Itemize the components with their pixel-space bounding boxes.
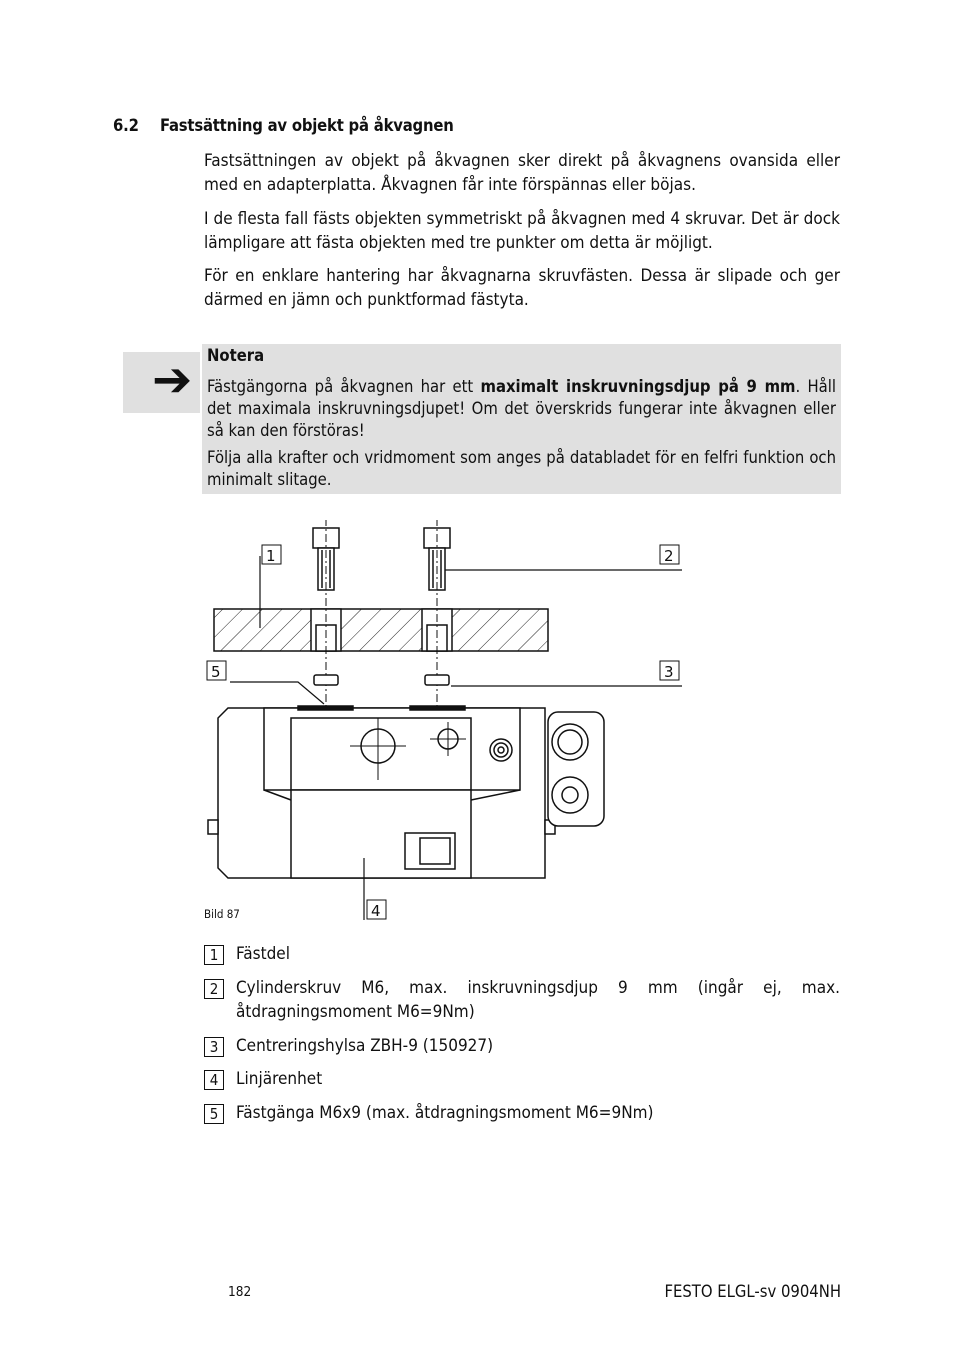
legend-number: 2 [204,979,224,999]
note-emphasis: maximalt inskruvningsdjup på 9 mm [480,377,796,396]
callout-2: 2 [664,547,674,565]
figure-caption: Bild 87 [204,907,240,921]
note-text-1: Fästgängorna på åkvagnen har ett maximalt inskruvningsdjup på 9 mm. Håll det maximala inskruvningsdjupet! Om det överskrids fungerar inte åkvagnen eller så kan den förstöras! [207,377,836,440]
linear-unit [208,706,555,878]
page-number: 182 [228,1284,252,1300]
legend-text: Fästdel [236,944,290,964]
arrow-right-icon: ➔ [152,352,193,408]
mounting-diagram [200,520,700,930]
legend-number: 3 [204,1037,224,1057]
document-id: FESTO ELGL-sv 0904NH [664,1282,841,1301]
legend-number: 1 [204,945,224,965]
legend-text: Centreringshylsa ZBH-9 (150927) [236,1036,494,1056]
paragraph-3: För en enklare hantering har åkvagnarna skruvfästen. Dessa är slipade och ger därmed en jämn och punktformad fästyta. [204,266,840,310]
callout-5: 5 [211,663,221,681]
mounting-plate [214,609,548,651]
note-title: Notera [207,346,265,365]
callout-1: 1 [266,547,276,565]
centering-sleeves [314,675,449,685]
paragraph-2: I de flesta fall fästs objekten symmetriskt på åkvagnen med 4 skruvar. Det är dock lämpligare att fästa objekten med tre punkter om detta är möjligt. [204,209,840,253]
legend-text: Fästgänga M6x9 (max. åtdragningsmoment M6=9Nm) [236,1103,654,1123]
end-cap [548,712,604,826]
callout-4: 4 [371,902,381,920]
legend-text: Cylinderskruv M6, max. inskruvningsdjup 9 mm (ingår ej, max. åtdragningsmoment M6=9Nm) [236,978,840,1022]
section-title: Fastsättning av objekt på åkvagnen [160,116,454,135]
paragraph-1: Fastsättningen av objekt på åkvagnen sker direkt på åkvagnens ovansida eller med en adapterplatta. Åkvagnen får inte förspännas eller böjas. [204,151,840,195]
section-number: 6.2 [113,116,139,135]
legend-text: Linjärenhet [236,1069,323,1089]
legend-number: 5 [204,1104,224,1124]
legend-number: 4 [204,1070,224,1090]
note-text-2: Följa alla krafter och vridmoment som anges på databladet för en felfri funktion och minimalt slitage. [207,448,836,489]
callout-3: 3 [664,663,674,681]
